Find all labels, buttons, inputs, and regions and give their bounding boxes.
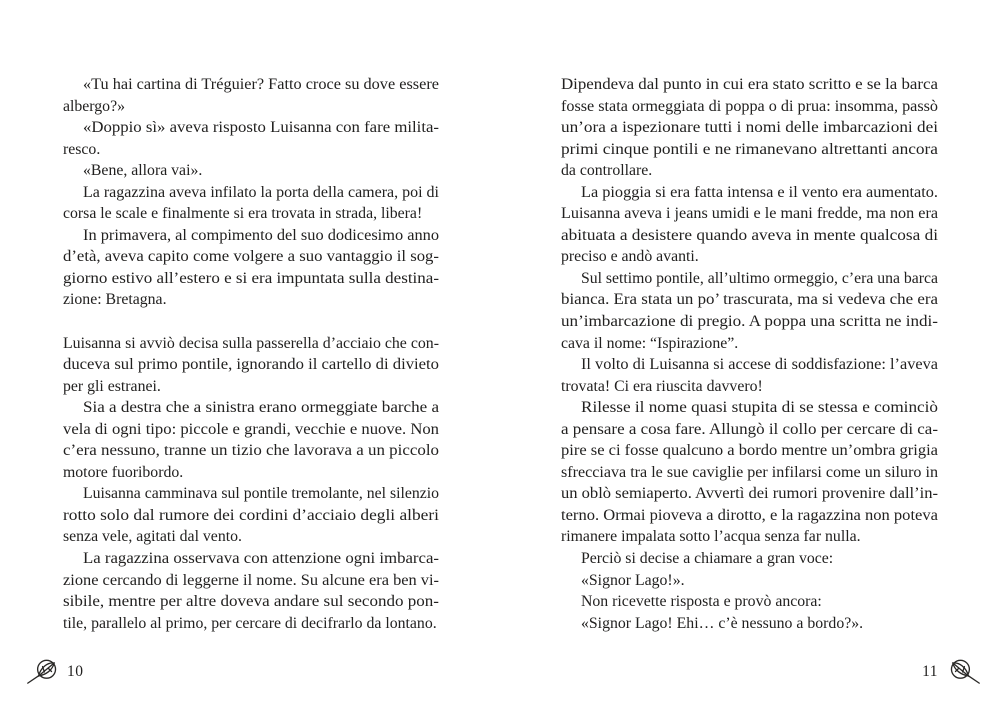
text-line: fosse stata ormeggiata di poppa o di prua: insomma, passò — [561, 97, 938, 115]
text-line: «Bene, allora vai». — [83, 162, 203, 180]
paragraph — [63, 397, 439, 483]
text-line: In primavera, al compimento del suo dodicesimo anno — [83, 226, 439, 244]
text-line: «Signor Lago!». — [581, 571, 685, 589]
text-line: giorno estivo all’estero e si era impuntata sulla destina- — [63, 269, 440, 287]
text-line: d’età, aveva capito come volgere a suo vantaggio il sog- — [63, 248, 439, 266]
text-line: sfrecciava tra le sue caviglie per infilarsi come un siluro in — [561, 463, 938, 481]
paragraph — [561, 354, 938, 397]
paragraph — [561, 613, 938, 635]
paragraph — [63, 160, 439, 182]
text-line: da controllare. — [561, 162, 653, 180]
text-line: sibile, mentre per altre doveva andare sul secondo pon- — [63, 593, 439, 611]
text-line: un’ora a ispezionare tutti i nomi delle imbarcazioni dei — [561, 119, 938, 137]
text-line: corsa le scale e finalmente si era trovata in strada, libera! — [63, 205, 423, 223]
text-line: Sul settimo pontile, all’ultimo ormeggio, c’era una barca — [581, 269, 938, 287]
paragraph — [63, 548, 439, 634]
leaf-quill-icon — [26, 658, 60, 685]
page-left-footer — [26, 658, 84, 685]
paragraph — [63, 74, 439, 117]
text-line: senza vele, agitati dal vento. — [63, 528, 242, 546]
text-line: La pioggia si era fatta intensa e il vento era aumentato. — [581, 183, 938, 201]
text-line: La ragazzina aveva infilato la porta della camera, poi di — [83, 183, 439, 201]
text-line: Il volto di Luisanna si accese di soddisfazione: l’aveva — [581, 356, 938, 374]
text-line: «Signor Lago! Ehi… c’è nessuno a bordo?». — [581, 614, 864, 632]
paragraph — [561, 182, 938, 268]
paragraph — [63, 117, 439, 160]
text-line: primi cinque pontili e ne rimanevano altrettanti ancora — [561, 140, 938, 158]
text-line: c’era nessuno, tranne un tizio che lavorava a un piccolo — [63, 442, 439, 460]
text-line: per gli estranei. — [63, 377, 161, 395]
paragraph — [561, 397, 938, 548]
page-right-text — [561, 74, 938, 634]
text-line: Luisanna si avviò decisa sulla passerella d’acciaio che con- — [63, 334, 439, 352]
text-line: cava il nome: “Ispirazione”. — [561, 334, 739, 352]
leaf-quill-icon — [947, 658, 981, 685]
paragraph — [561, 74, 938, 182]
text-line: duceva sul primo pontile, ignorando il cartello di divieto — [63, 356, 439, 374]
paragraph — [561, 591, 938, 613]
text-line: preciso e andò avanti. — [561, 248, 699, 266]
text-line: «Tu hai cartina di Tréguier? Fatto croce su dove essere — [83, 76, 439, 93]
text-line: La ragazzina osservava con attenzione ogni imbarca- — [83, 550, 440, 568]
text-line: Sia a destra che a sinistra erano ormeggiate barche a — [83, 399, 439, 417]
paragraph — [561, 268, 938, 354]
text-line: motore fuoribordo. — [63, 463, 184, 481]
text-line: Rilesse il nome quasi stupita di se stessa e cominciò — [581, 399, 938, 417]
text-line: rimanere impalata sotto l’acqua senza far nulla. — [561, 528, 861, 546]
page-number-left: 10 — [67, 662, 84, 680]
paragraph — [63, 182, 439, 225]
text-line: pire se ci fosse qualcuno a bordo mentre un’ombra grigia — [561, 442, 938, 460]
paragraph — [561, 570, 938, 592]
page-right-footer — [922, 658, 981, 685]
paragraph — [63, 225, 439, 311]
text-line: Luisanna aveva i jeans umidi e le mani fredde, ma non era — [561, 205, 938, 223]
text-line: albergo?» — [63, 97, 125, 115]
text-line: Dipendeva dal punto in cui era stato scritto e se la barca — [561, 76, 938, 93]
text-line: zione: Bretagna. — [63, 291, 167, 309]
text-line: terno. Ormai pioveva a dirotto, e la ragazzina non poteva — [561, 506, 938, 524]
page-number-right: 11 — [922, 662, 938, 680]
text-line: bianca. Era stata un po’ trascurata, ma si vedeva che era — [561, 291, 938, 309]
paragraph — [63, 483, 439, 548]
text-line: abituata a desistere quando aveva in mente qualcosa di — [561, 226, 938, 244]
text-line: un’imbarcazione di pregio. A poppa una scritta ne indi- — [561, 313, 938, 331]
text-line: un oblò semiaperto. Avvertì dei rumori provenire dall’in- — [561, 485, 938, 503]
paragraph — [63, 333, 439, 398]
text-line: zione cercando di leggerne il nome. Su alcune era ben vi- — [63, 571, 439, 589]
text-line: Non ricevette risposta e provò ancora: — [581, 593, 822, 611]
text-line: «Doppio sì» aveva risposto Luisanna con fare milita- — [83, 119, 439, 137]
text-line: Perciò si decise a chiamare a gran voce: — [581, 550, 834, 568]
text-line: rotto solo dal rumore dei cordini d’acciaio degli alberi — [63, 506, 440, 524]
text-line: trovata! Ci era riuscita davvero! — [561, 377, 763, 395]
page-left-text — [63, 74, 439, 634]
text-line: a pensare a cosa fare. Allungò il collo per cercare di ca- — [561, 420, 938, 438]
text-line: tile, parallelo al primo, per cercare di decifrarlo da lontano. — [63, 614, 437, 632]
text-line: vela di ogni tipo: piccole e grandi, vecchie e nuove. Non — [63, 420, 440, 438]
paragraph — [561, 548, 938, 570]
text-line: Luisanna camminava sul pontile tremolante, nel silenzio — [83, 485, 439, 503]
text-line: resco. — [63, 140, 101, 158]
